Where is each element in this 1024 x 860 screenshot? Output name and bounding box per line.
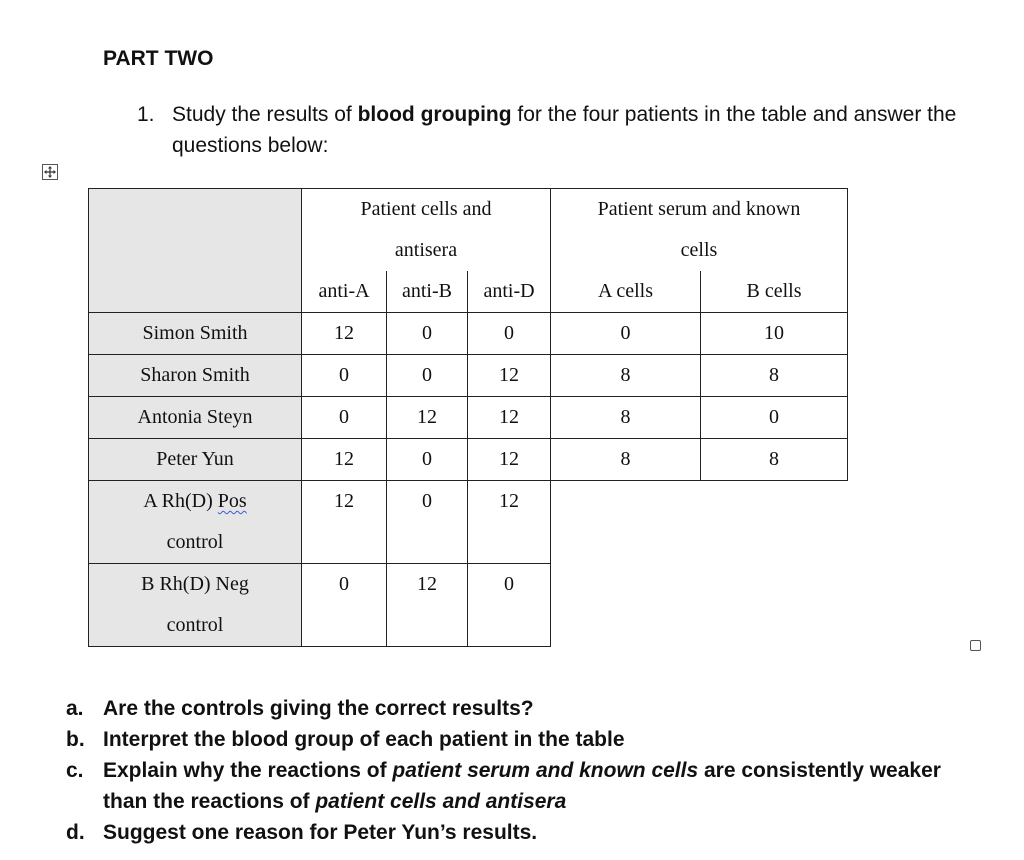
table-cell: 12 xyxy=(468,397,551,439)
table-cell: 12 xyxy=(302,439,387,481)
subquestion-a-label: a. xyxy=(66,697,84,720)
table-cell: 12 xyxy=(302,481,387,564)
blood-grouping-table xyxy=(88,188,848,647)
subquestion-b-text: Interpret the blood group of each patient in the table xyxy=(103,728,625,751)
move-arrows-icon xyxy=(44,166,56,178)
table-cell: 12 xyxy=(468,355,551,397)
table-row xyxy=(89,355,848,397)
header-patient-cells-line2: antisera xyxy=(302,230,551,271)
table-cell: 12 xyxy=(387,397,468,439)
header-blank-cell-3 xyxy=(89,271,302,313)
subquestion-b xyxy=(66,724,966,755)
table-cell: 0 xyxy=(302,355,387,397)
table-cell: 12 xyxy=(302,313,387,355)
header-patient-serum-line2: cells xyxy=(551,230,848,271)
question-1-number: 1. xyxy=(137,103,155,126)
subquestion-c-text1: Explain why the reactions of xyxy=(103,759,393,782)
patient-name: Simon Smith xyxy=(89,313,302,355)
control-row xyxy=(89,564,848,647)
table-cell: 0 xyxy=(302,397,387,439)
table-cell: 0 xyxy=(387,313,468,355)
empty-cell xyxy=(551,564,701,647)
table-cell: 8 xyxy=(701,439,848,481)
table-cell: 8 xyxy=(551,439,701,481)
header-patient-serum-line1: Patient serum and known xyxy=(551,189,848,231)
subquestions xyxy=(66,693,966,848)
col-header-anti-b: anti-B xyxy=(387,271,468,313)
table-cell: 12 xyxy=(387,564,468,647)
table-resize-handle-icon[interactable] xyxy=(970,640,981,651)
col-header-anti-d: anti-D xyxy=(468,271,551,313)
table-cell: 12 xyxy=(468,481,551,564)
table-cell: 0 xyxy=(701,397,848,439)
subquestion-c-italic1: patient serum and known cells xyxy=(392,759,699,782)
control-name xyxy=(89,481,302,564)
subquestion-a xyxy=(66,693,966,724)
patient-name: Antonia Steyn xyxy=(89,397,302,439)
table-header-row-1 xyxy=(89,189,848,231)
table-row xyxy=(89,397,848,439)
col-header-a-cells: A cells xyxy=(551,271,701,313)
spelling-flag: Pos xyxy=(217,490,247,512)
patient-name: Sharon Smith xyxy=(89,355,302,397)
table-row xyxy=(89,439,848,481)
table-cell: 0 xyxy=(387,355,468,397)
table-cell: 0 xyxy=(387,481,468,564)
table-cell: 10 xyxy=(701,313,848,355)
subquestion-d-text: Suggest one reason for Peter Yun’s results. xyxy=(103,821,538,844)
empty-cell xyxy=(701,564,848,647)
table-row xyxy=(89,313,848,355)
subquestion-c-text2: are consistently weaker than the reactions of xyxy=(103,759,941,813)
table-cell: 8 xyxy=(551,355,701,397)
control-name-line2: control xyxy=(166,531,224,553)
question-1-text-after: for the four patients in the table and answer the questions below: xyxy=(172,103,957,157)
header-blank-cell-2 xyxy=(89,230,302,271)
table-header-row-2 xyxy=(89,230,848,271)
subquestion-a-text: Are the controls giving the correct results? xyxy=(103,697,534,720)
subquestion-d xyxy=(66,817,966,848)
part-title: PART TWO xyxy=(103,47,214,70)
table-cell: 8 xyxy=(551,397,701,439)
empty-cell xyxy=(551,481,701,564)
header-blank-cell xyxy=(89,189,302,231)
table-header-row-3 xyxy=(89,271,848,313)
table-cell: 0 xyxy=(468,564,551,647)
header-patient-cells-line1: Patient cells and xyxy=(302,189,551,231)
table-cell: 0 xyxy=(387,439,468,481)
question-1-text xyxy=(172,99,957,161)
table-cell: 0 xyxy=(468,313,551,355)
control-name-main: B Rh(D) Neg xyxy=(141,573,249,595)
control-name-line2: control xyxy=(166,614,224,636)
col-header-anti-a: anti-A xyxy=(302,271,387,313)
col-header-b-cells: B cells xyxy=(701,271,848,313)
table-cell: 8 xyxy=(701,355,848,397)
control-row xyxy=(89,481,848,564)
subquestion-c xyxy=(66,755,966,817)
subquestion-c-label: c. xyxy=(66,759,84,782)
question-1-bold: blood grouping xyxy=(357,103,512,126)
table-cell: 12 xyxy=(468,439,551,481)
subquestion-b-label: b. xyxy=(66,728,85,751)
subquestion-c-italic2: patient cells and antisera xyxy=(315,790,567,813)
subquestion-d-label: d. xyxy=(66,821,85,844)
control-name-main: A Rh(D) xyxy=(143,490,218,512)
table-cell: 0 xyxy=(302,564,387,647)
question-1 xyxy=(137,99,957,161)
patient-name: Peter Yun xyxy=(89,439,302,481)
question-1-text-before: Study the results of xyxy=(172,103,358,126)
table-cell: 0 xyxy=(551,313,701,355)
empty-cell xyxy=(701,481,848,564)
table-move-handle-icon[interactable] xyxy=(42,164,58,180)
control-name xyxy=(89,564,302,647)
